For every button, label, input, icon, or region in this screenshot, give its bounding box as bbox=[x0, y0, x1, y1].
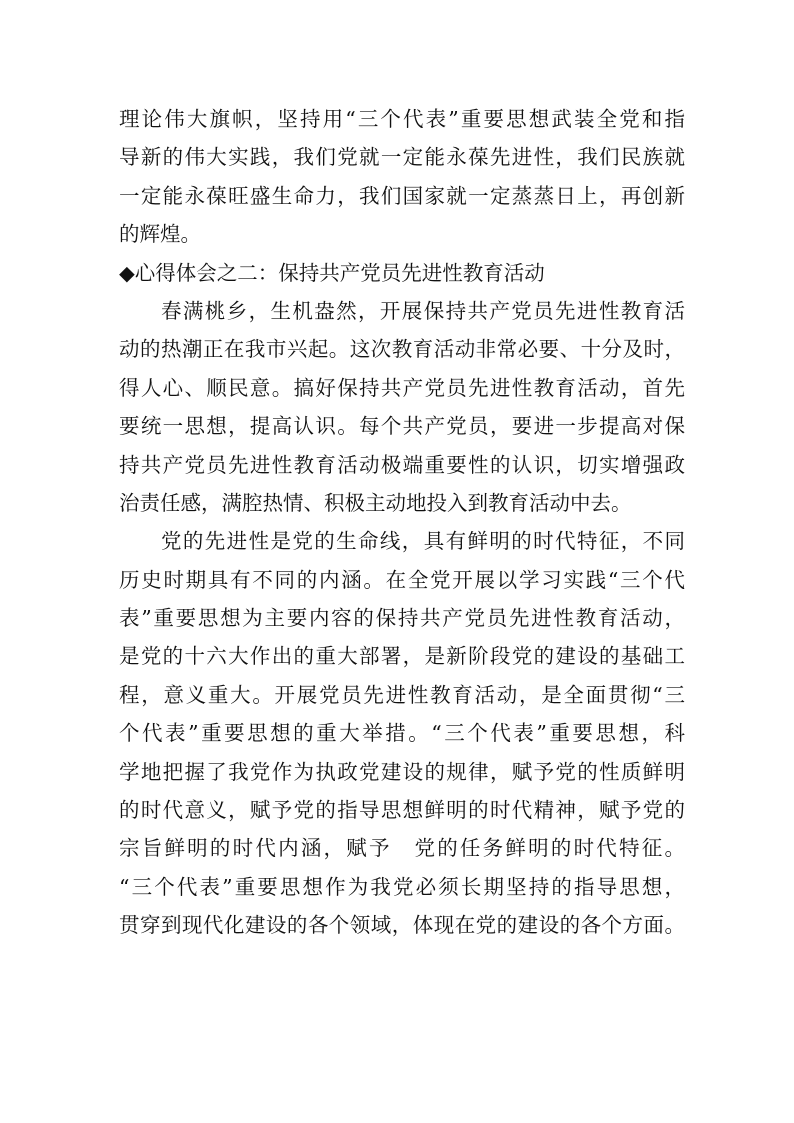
text-line: 个代表”重要思想的重大举措。“三个代表”重要思想，科 bbox=[119, 721, 685, 746]
text-line: 的时代意义，赋予党的指导思想鲜明的时代精神，赋予党的 bbox=[119, 798, 685, 823]
text-line: 党的先进性是党的生命线，具有鲜明的时代特征，不同 bbox=[161, 529, 685, 554]
text-line: 导新的伟大实践，我们党就一定能永葆先进性，我们民族就 bbox=[119, 145, 685, 170]
text-line: 理论伟大旗帜，坚持用“三个代表”重要思想武装全党和指 bbox=[119, 107, 685, 131]
text-line: “三个代表”重要思想作为我党必须长期坚持的指导思想， bbox=[119, 874, 685, 899]
text-line: 学地把握了我党作为执政党建设的规律，赋予党的性质鲜明 bbox=[119, 759, 685, 784]
text-line: 治责任感，满腔热情、积极主动地投入到教育活动中去。 bbox=[119, 490, 632, 515]
text-line: 宗旨鲜明的时代内涵，赋予 党的任务鲜明的时代特征。 bbox=[119, 836, 685, 861]
text-line: 表”重要思想为主要内容的保持共产党员先进性教育活动， bbox=[119, 606, 685, 631]
text-line: 要统一思想，提高认识。每个共产党员，要进一步提高对保 bbox=[119, 414, 685, 439]
text-line: 动的热潮正在我市兴起。这次教育活动非常必要、十分及时， bbox=[119, 337, 685, 362]
document-body bbox=[119, 100, 685, 945]
text-line: 程，意义重大。开展党员先进性教育活动，是全面贯彻“三 bbox=[119, 682, 685, 707]
section-heading: ◆心得体会之二：保持共产党员先进性教育活动 bbox=[119, 260, 545, 285]
text-line: 历史时期具有不同的内涵。在全党开展以学习实践“三个代 bbox=[119, 567, 685, 592]
text-line: 得人心、顺民意。搞好保持共产党员先进性教育活动，首先 bbox=[119, 375, 685, 400]
text-line: 春满桃乡，生机盎然，开展保持共产党员先进性教育活 bbox=[161, 298, 685, 323]
text-line: 的辉煌。 bbox=[119, 222, 201, 247]
text-line: 持共产党员先进性教育活动极端重要性的认识，切实增强政 bbox=[119, 452, 685, 477]
text-line: 是党的十六大作出的重大部署，是新阶段党的建设的基础工 bbox=[119, 644, 685, 669]
text-line: 一定能永葆旺盛生命力，我们国家就一定蒸蒸日上，再创新 bbox=[119, 183, 685, 208]
text-line: 贯穿到现代化建设的各个领域，体现在党的建设的各个方面。 bbox=[119, 913, 685, 938]
